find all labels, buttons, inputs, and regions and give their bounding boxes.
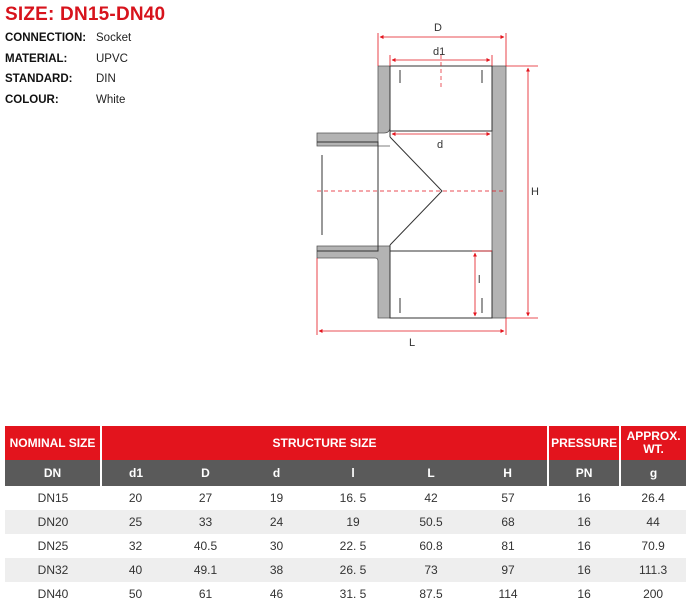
table-cell: 16	[548, 510, 620, 534]
table-cell: 97	[468, 558, 548, 582]
label-L: L	[409, 337, 416, 349]
table-row	[5, 582, 686, 606]
table-cell: 19	[312, 510, 394, 534]
table-cell: 200	[620, 582, 686, 606]
table-cell: 61	[170, 582, 241, 606]
header-structure-size: STRUCTURE SIZE	[101, 426, 548, 460]
table-cell: 60.8	[394, 534, 468, 558]
spec-list	[5, 32, 131, 114]
spec-label: CONNECTION:	[5, 32, 87, 44]
page-title: SIZE: DN15-DN40	[5, 4, 166, 25]
table-cell: 46	[241, 582, 312, 606]
table-cell: 27	[170, 486, 241, 510]
table-cell: 16. 5	[312, 486, 394, 510]
table-cell: 24	[241, 510, 312, 534]
dimension-labels	[409, 22, 539, 349]
table-row	[5, 534, 686, 558]
label-H: H	[531, 186, 539, 198]
table-cell: 31. 5	[312, 582, 394, 606]
table-cell: 19	[241, 486, 312, 510]
table-cell: 87.5	[394, 582, 468, 606]
table-column-header-row	[5, 460, 686, 486]
spec-label: COLOUR:	[5, 93, 59, 106]
table-cell: 16	[548, 486, 620, 510]
spec-label: MATERIAL:	[5, 52, 68, 65]
table-cell: 32	[101, 534, 170, 558]
table-cell: 26. 5	[312, 558, 394, 582]
table-cell: 81	[468, 534, 548, 558]
table-group-header-row	[5, 426, 686, 460]
header-approx-weight: APPROX. WT.	[620, 426, 686, 460]
table-cell: 16	[548, 558, 620, 582]
spec-value: White	[96, 93, 126, 106]
column-header: g	[620, 460, 686, 486]
table-cell: 40	[101, 558, 170, 582]
tee-inner-lines	[317, 66, 492, 318]
column-header: d	[241, 460, 312, 486]
spec-row-colour	[5, 94, 131, 115]
table-cell: 16	[548, 582, 620, 606]
table-cell: 49.1	[170, 558, 241, 582]
table-cell: 57	[468, 486, 548, 510]
table-cell: 73	[394, 558, 468, 582]
table-cell: 26.4	[620, 486, 686, 510]
spec-label: STANDARD:	[5, 73, 73, 85]
spec-value: UPVC	[96, 52, 128, 65]
header-pressure: PRESSURE	[548, 426, 620, 460]
column-header: d1	[101, 460, 170, 486]
label-D: D	[434, 22, 442, 34]
spec-value: Socket	[96, 32, 132, 44]
table-row	[5, 558, 686, 582]
center-lines	[317, 55, 506, 191]
dimensions-table	[5, 426, 686, 606]
table-cell: 50.5	[394, 510, 468, 534]
table-cell: 42	[394, 486, 468, 510]
label-l: l	[478, 274, 481, 286]
table-row	[5, 510, 686, 534]
spec-row-connection	[5, 32, 131, 53]
label-d1: d1	[433, 46, 446, 58]
table-cell: 44	[620, 510, 686, 534]
column-header: D	[170, 460, 241, 486]
label-d: d	[437, 139, 444, 151]
table-cell: DN40	[5, 582, 101, 606]
table-cell: 70.9	[620, 534, 686, 558]
table-cell: 33	[170, 510, 241, 534]
table-row	[5, 486, 686, 510]
table-cell: 25	[101, 510, 170, 534]
table-cell: 38	[241, 558, 312, 582]
column-header: PN	[548, 460, 620, 486]
spec-row-material	[5, 53, 131, 74]
column-header: l	[312, 460, 394, 486]
tee-technical-drawing	[300, 15, 550, 355]
table-cell: 68	[468, 510, 548, 534]
table-cell: 16	[548, 534, 620, 558]
spec-value: DIN	[96, 73, 116, 85]
spec-row-standard	[5, 73, 131, 94]
table-cell: 50	[101, 582, 170, 606]
table-cell: DN32	[5, 558, 101, 582]
column-header: L	[394, 460, 468, 486]
table-cell: 22. 5	[312, 534, 394, 558]
header-nominal-size: NOMINAL SIZE	[5, 426, 101, 460]
table-cell: 30	[241, 534, 312, 558]
table-cell: 20	[101, 486, 170, 510]
table-cell: DN25	[5, 534, 101, 558]
table-cell: DN15	[5, 486, 101, 510]
column-header: H	[468, 460, 548, 486]
table-cell: DN20	[5, 510, 101, 534]
column-header: DN	[5, 460, 101, 486]
table-cell: 114	[468, 582, 548, 606]
table-cell: 111.3	[620, 558, 686, 582]
table-cell: 40.5	[170, 534, 241, 558]
